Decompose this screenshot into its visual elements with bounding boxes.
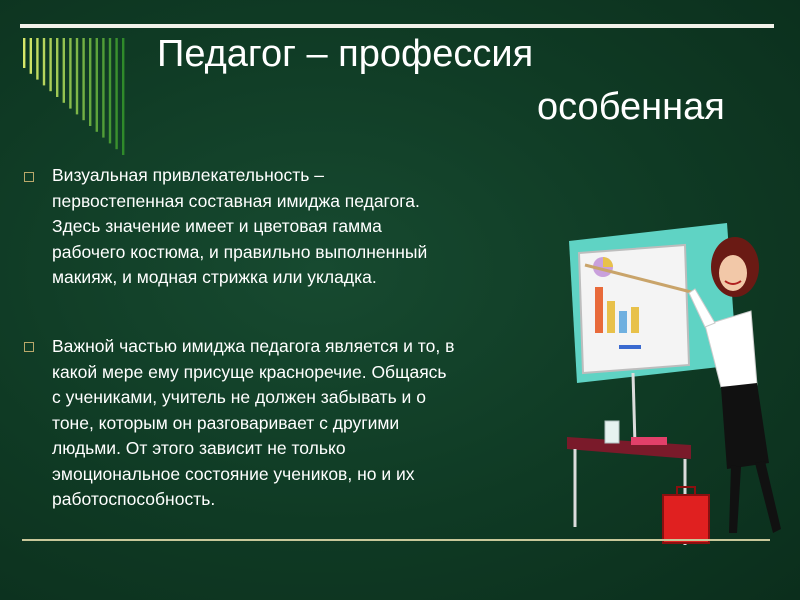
teacher-face — [719, 255, 747, 291]
decorative-stripe — [56, 38, 58, 97]
decorative-stripe — [82, 38, 84, 120]
slide-title-line1: Педагог – профессия — [157, 33, 534, 75]
decorative-stripe — [102, 38, 104, 138]
decorative-stripe — [23, 38, 25, 68]
table — [567, 437, 691, 459]
bullet-icon — [24, 342, 34, 352]
paragraph-visual-appeal: Визуальная привлекательность – первостепенная составная имиджа педагога. Здесь значение имеет и цветовая гамма рабочего костюма, и правильно выполненный макияж, и модная стрижка или укладка. — [52, 165, 428, 287]
decorative-stripe — [122, 38, 124, 155]
decorative-stripe — [109, 38, 111, 143]
decorative-stripe — [36, 38, 38, 80]
glass-icon — [605, 421, 619, 443]
chart-bar — [607, 301, 615, 333]
chart-bar — [631, 307, 639, 333]
bullet-icon — [24, 172, 34, 182]
slide-title-line2: особенная — [537, 86, 725, 128]
teacher-whiteboard-illustration — [555, 215, 795, 555]
decorative-stripes — [20, 38, 130, 163]
decorative-stripe — [49, 38, 51, 91]
briefcase-icon — [663, 495, 709, 543]
decorative-stripe — [43, 38, 45, 85]
decorative-stripe — [69, 38, 71, 109]
teacher-skirt — [721, 383, 769, 469]
decorative-stripe — [115, 38, 117, 149]
bottom-rule — [22, 539, 770, 541]
paragraph-eloquence: Важной частью имиджа педагога является и то, в какой мере ему присуще красноречие. Общаясь с учениками, учитель не должен забывать и о тоне, которым он разговаривает с другими людьми. От этого зависит не только эмоциональное состояние учеников, но и их работоспособность. — [52, 336, 455, 509]
decorative-stripe — [76, 38, 78, 114]
decorative-stripe — [30, 38, 32, 74]
chart-bar — [619, 311, 627, 333]
book-icon — [631, 437, 667, 445]
decorative-stripe — [63, 38, 65, 103]
chart-bar — [595, 287, 603, 333]
decorative-stripe — [96, 38, 98, 132]
top-rule — [20, 24, 774, 28]
decorative-stripe — [89, 38, 91, 126]
